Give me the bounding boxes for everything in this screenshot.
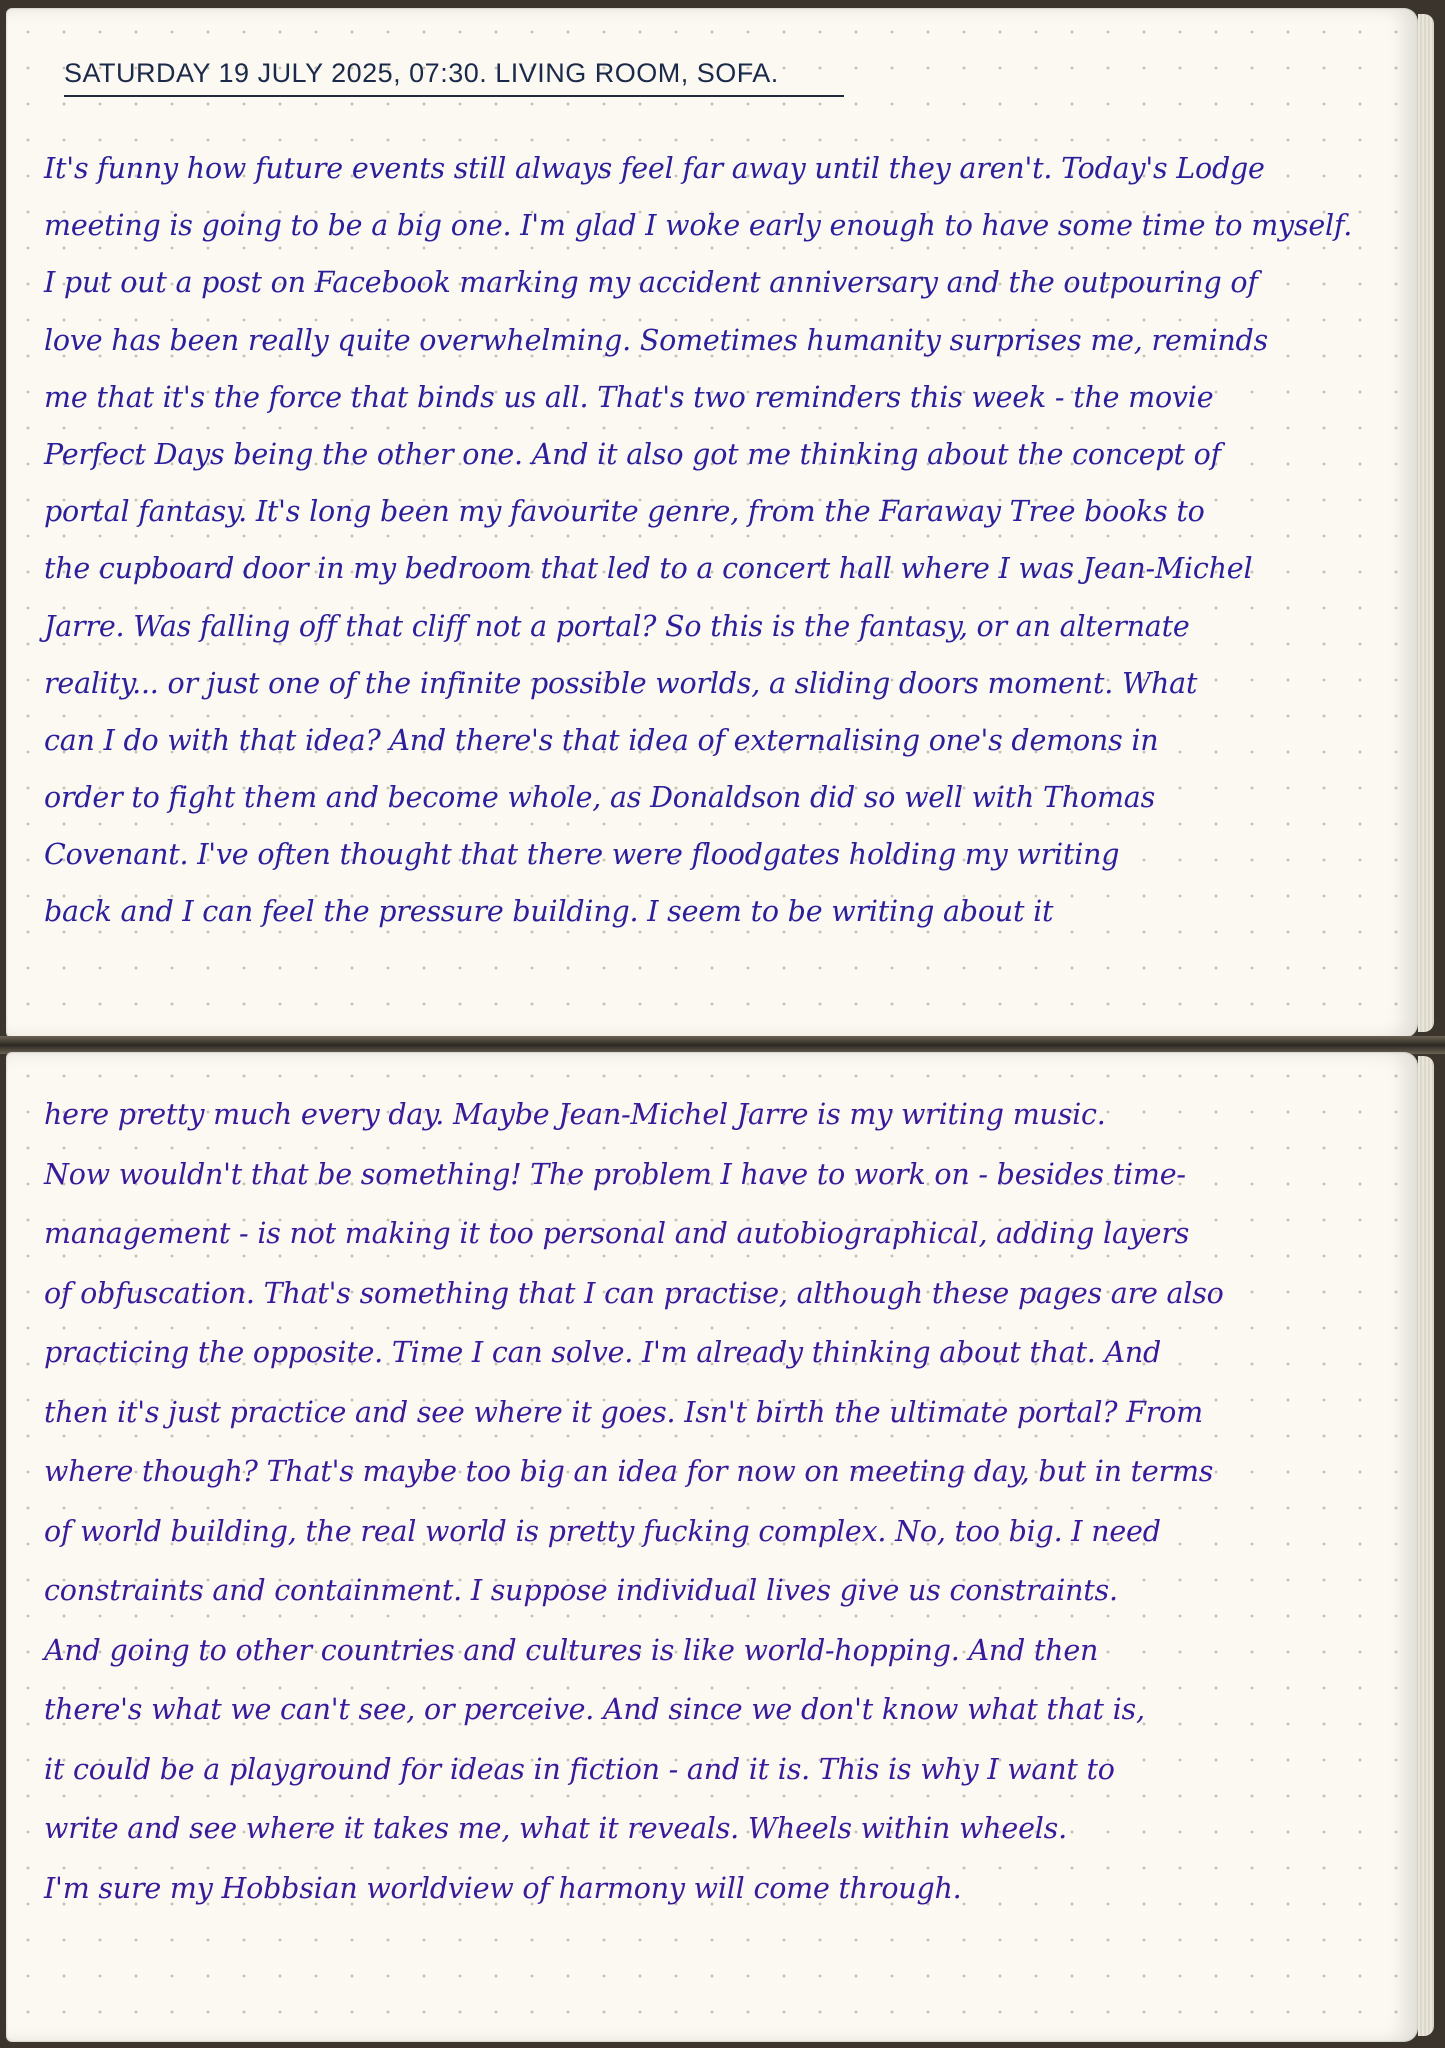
handwritten-line: of world building, the real world is pretty fucking complex. No, too big. I need	[44, 1514, 1161, 1548]
handwritten-line: order to fight them and become whole, as Donaldson did so well with Thomas	[44, 781, 1156, 815]
handwritten-line: where though? That's maybe too big an idea for now on meeting day, but in terms	[44, 1455, 1214, 1488]
handwritten-line: there's what we can't see, or perceive. And since we don't know what that is,	[44, 1693, 1145, 1726]
handwritten-line: of obfuscation. That's something that I can practise, although these pages are also	[44, 1276, 1224, 1310]
handwritten-line: then it's just practice and see where it goes. Isn't birth the ultimate portal? From	[44, 1395, 1203, 1429]
handwritten-line: constraints and containment. I suppose individual lives give us constraints.	[44, 1574, 1118, 1607]
handwritten-line: the cupboard door in my bedroom that led to a concert hall where I was Jean-Michel	[44, 552, 1253, 586]
handwritten-line: reality... or just one of the infinite possible worlds, a sliding doors moment. What	[44, 666, 1198, 700]
handwritten-line: me that it's the force that binds us all. That's two reminders this week - the movie	[44, 380, 1214, 414]
handwritten-line: here pretty much every day. Maybe Jean-Michel Jarre is my writing music.	[44, 1098, 1106, 1131]
handwritten-line: can I do with that idea? And there's that idea of externalising one's demons in	[44, 723, 1159, 757]
handwritten-line: portal fantasy. It's long been my favourite genre, from the Faraway Tree books to	[44, 495, 1205, 529]
handwritten-line: meeting is going to be a big one. I'm glad I woke early enough to have some time to myself.	[44, 209, 1353, 243]
handwritten-line: I put out a post on Facebook marking my accident anniversary and the outpouring of	[44, 266, 1258, 300]
handwritten-line: And going to other countries and cultures is like world-hopping. And then	[44, 1633, 1099, 1667]
page-edge-bottom	[1418, 1056, 1434, 2036]
page-edge-top	[1418, 14, 1434, 1032]
handwritten-line: practicing the opposite. Time I can solve. I'm already thinking about that. And	[44, 1336, 1162, 1369]
handwritten-line: Now wouldn't that be something! The problem I have to work on - besides time-	[44, 1157, 1186, 1191]
bottom-page-text	[44, 1085, 1394, 1918]
handwritten-line: Jarre. Was falling off that cliff not a portal? So this is the fantasy, or an alternate	[44, 609, 1190, 643]
handwritten-line: management - is not making it too personal and autobiographical, adding layers	[44, 1217, 1190, 1250]
handwritten-line: back and I can feel the pressure building. I seem to be writing about it	[44, 895, 1054, 929]
handwritten-line: Perfect Days being the other one. And it also got me thinking about the concept of	[44, 437, 1221, 471]
top-page-text	[44, 140, 1394, 941]
handwritten-line: it could be a playground for ideas in fiction - and it is. This is why I want to	[44, 1752, 1115, 1786]
handwritten-line: Covenant. I've often thought that there were floodgates holding my writing	[44, 838, 1120, 872]
handwritten-line: write and see where it takes me, what it reveals. Wheels within wheels.	[44, 1812, 1067, 1845]
handwritten-line: love has been really quite overwhelming. Sometimes humanity surprises me, reminds	[44, 323, 1268, 357]
entry-heading: SATURDAY 19 JULY 2025, 07:30. LIVING ROOM, SOFA.	[64, 58, 844, 97]
handwritten-line: I'm sure my Hobbsian worldview of harmony will come through.	[44, 1871, 962, 1905]
handwritten-line: It's funny how future events still always feel far away until they aren't. Today's Lodge	[44, 152, 1265, 185]
